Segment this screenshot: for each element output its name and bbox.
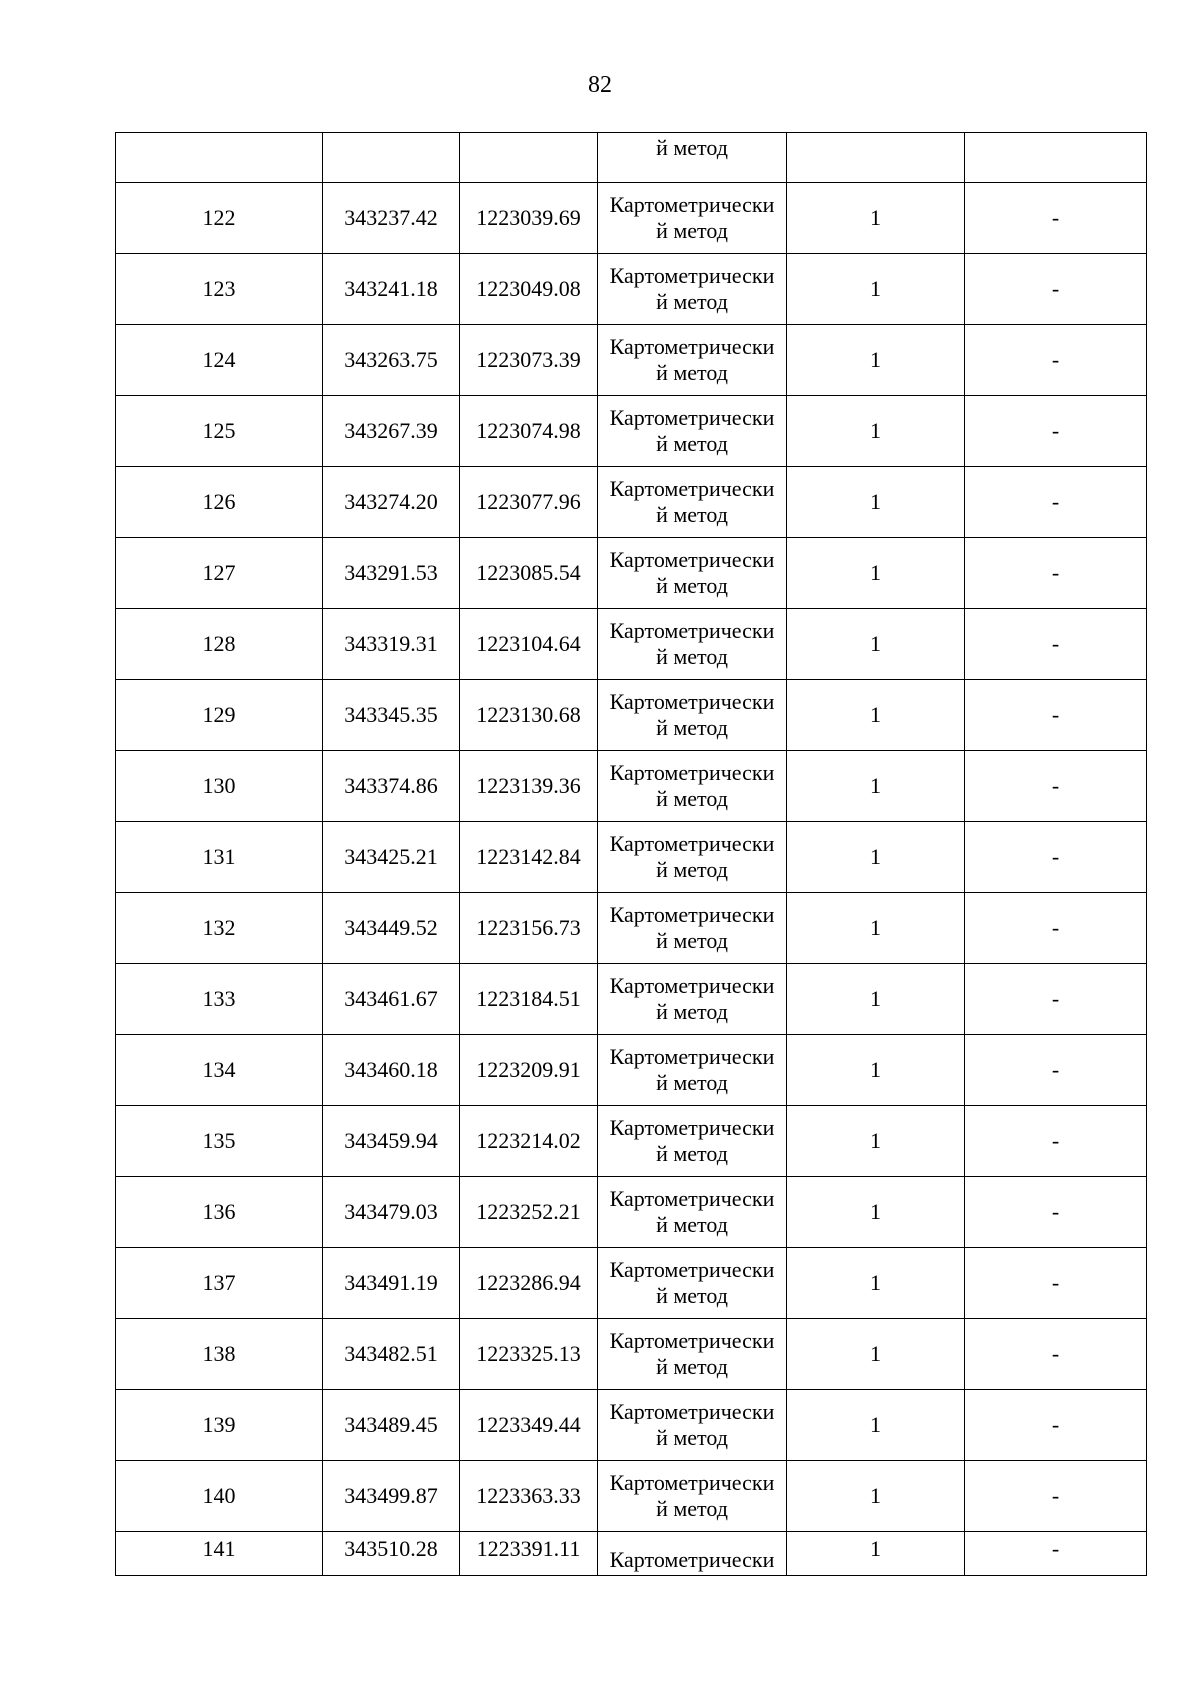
cell-accuracy: 1 — [787, 1248, 965, 1319]
method-line-1: Картометрически — [609, 831, 775, 856]
cell-accuracy: 1 — [787, 680, 965, 751]
method-line-1: Картометрически — [609, 1328, 775, 1353]
cell-accuracy: 1 — [787, 1035, 965, 1106]
cell-y: 1223073.39 — [460, 325, 598, 396]
cell-y: 1223363.33 — [460, 1461, 598, 1532]
cell-point-number: 139 — [116, 1390, 323, 1461]
cell-accuracy: 1 — [787, 1319, 965, 1390]
cell-y — [460, 133, 598, 183]
cell-accuracy: 1 — [787, 751, 965, 822]
cell-method — [598, 893, 787, 964]
method-line-1: Картометрически — [609, 263, 775, 288]
cell-method — [598, 822, 787, 893]
cell-accuracy: 1 — [787, 467, 965, 538]
cell-x: 343482.51 — [323, 1319, 460, 1390]
cell-method: Картометрически — [598, 1532, 787, 1576]
table-row — [116, 1106, 1147, 1177]
table-row — [116, 538, 1147, 609]
cell-method — [598, 1461, 787, 1532]
cell-point-number: 125 — [116, 396, 323, 467]
cell-x: 343291.53 — [323, 538, 460, 609]
cell-note: - — [965, 893, 1147, 964]
method-line-1: Картометрически — [609, 1044, 775, 1069]
cell-note: - — [965, 325, 1147, 396]
table-row — [116, 609, 1147, 680]
cell-point-number: 134 — [116, 1035, 323, 1106]
cell-y: 1223252.21 — [460, 1177, 598, 1248]
cell-x: 343460.18 — [323, 1035, 460, 1106]
method-line-2: й метод — [656, 573, 728, 598]
method-line-2: й метод — [656, 644, 728, 669]
method-line-2: й метод — [656, 1354, 728, 1379]
method-line-1: Картометрически — [609, 1186, 775, 1211]
cell-point-number: 136 — [116, 1177, 323, 1248]
cell-note: - — [965, 538, 1147, 609]
cell-y: 1223085.54 — [460, 538, 598, 609]
cell-method — [598, 1248, 787, 1319]
cell-point-number: 141 — [116, 1532, 323, 1576]
cell-accuracy: 1 — [787, 325, 965, 396]
table-row — [116, 751, 1147, 822]
cell-note: - — [965, 1390, 1147, 1461]
cell-point-number: 126 — [116, 467, 323, 538]
cell-y: 1223077.96 — [460, 467, 598, 538]
continuation-row — [116, 133, 1147, 183]
method-line-1: Картометрически — [609, 476, 775, 501]
cell-x: 343319.31 — [323, 609, 460, 680]
cell-y: 1223130.68 — [460, 680, 598, 751]
cell-x: 343237.42 — [323, 183, 460, 254]
cell-y: 1223139.36 — [460, 751, 598, 822]
cell-note: - — [965, 964, 1147, 1035]
cell-accuracy: 1 — [787, 538, 965, 609]
cell-accuracy — [787, 133, 965, 183]
cell-note: - — [965, 609, 1147, 680]
cell-x: 343491.19 — [323, 1248, 460, 1319]
method-line-2: й метод — [656, 857, 728, 882]
method-line-2: й метод — [656, 431, 728, 456]
cell-x: 343461.67 — [323, 964, 460, 1035]
cell-accuracy: 1 — [787, 822, 965, 893]
cell-x: 343374.86 — [323, 751, 460, 822]
table-row — [116, 183, 1147, 254]
cell-method — [598, 751, 787, 822]
method-line-1: Картометрически — [609, 902, 775, 927]
cell-y: 1223286.94 — [460, 1248, 598, 1319]
cell-x: 343479.03 — [323, 1177, 460, 1248]
cell-x: 343449.52 — [323, 893, 460, 964]
cell-y: 1223349.44 — [460, 1390, 598, 1461]
cell-point-number: 123 — [116, 254, 323, 325]
method-line-2: й метод — [656, 289, 728, 314]
table-row — [116, 1319, 1147, 1390]
cell-method — [598, 1035, 787, 1106]
cell-y: 1223325.13 — [460, 1319, 598, 1390]
table-row — [116, 680, 1147, 751]
table-row — [116, 893, 1147, 964]
table-row — [116, 1035, 1147, 1106]
cell-method — [598, 964, 787, 1035]
cell-method — [598, 467, 787, 538]
cell-x: 343499.87 — [323, 1461, 460, 1532]
coordinates-table — [115, 132, 1147, 1576]
cell-point-number: 129 — [116, 680, 323, 751]
cell-point-number: 131 — [116, 822, 323, 893]
cell-note: - — [965, 396, 1147, 467]
method-line-2: й метод — [656, 218, 728, 243]
method-line-1: Картометрически — [609, 973, 775, 998]
cell-note: - — [965, 1106, 1147, 1177]
table-row-last — [116, 1532, 1147, 1576]
cell-accuracy: 1 — [787, 183, 965, 254]
cell-point-number: 122 — [116, 183, 323, 254]
cell-accuracy: 1 — [787, 1461, 965, 1532]
cell-point-number: 138 — [116, 1319, 323, 1390]
method-line-1: Картометрически — [609, 1115, 775, 1140]
table-row — [116, 325, 1147, 396]
cell-y: 1223184.51 — [460, 964, 598, 1035]
cell-note: - — [965, 680, 1147, 751]
method-line-1: Картометрически — [609, 405, 775, 430]
cell-note: - — [965, 1461, 1147, 1532]
cell-note: - — [965, 183, 1147, 254]
table-row — [116, 822, 1147, 893]
method-line-2: й метод — [656, 1070, 728, 1095]
method-line-2: й метод — [656, 999, 728, 1024]
cell-point-number — [116, 133, 323, 183]
cell-accuracy: 1 — [787, 893, 965, 964]
cell-x: 343263.75 — [323, 325, 460, 396]
cell-point-number: 130 — [116, 751, 323, 822]
cell-y: 1223049.08 — [460, 254, 598, 325]
cell-x: 343459.94 — [323, 1106, 460, 1177]
method-line-1: Картометрически — [609, 618, 775, 643]
cell-method — [598, 538, 787, 609]
cell-y: 1223156.73 — [460, 893, 598, 964]
method-line-1: Картометрически — [609, 760, 775, 785]
method-line-2: й метод — [656, 502, 728, 527]
cell-method — [598, 396, 787, 467]
cell-accuracy: 1 — [787, 964, 965, 1035]
cell-x: 343345.35 — [323, 680, 460, 751]
cell-point-number: 128 — [116, 609, 323, 680]
cell-x — [323, 133, 460, 183]
method-line-1: Картометрически — [609, 689, 775, 714]
method-line-2: й метод — [656, 1425, 728, 1450]
cell-method — [598, 325, 787, 396]
cell-note: - — [965, 751, 1147, 822]
cell-method — [598, 680, 787, 751]
cell-note: - — [965, 1532, 1147, 1576]
method-line-1: Картометрически — [609, 1257, 775, 1282]
cell-note: - — [965, 1319, 1147, 1390]
method-line-1: Картометрически — [609, 547, 775, 572]
cell-method — [598, 609, 787, 680]
table-body — [116, 133, 1147, 1576]
cell-y: 1223142.84 — [460, 822, 598, 893]
method-line-2: й метод — [656, 1212, 728, 1237]
cell-y: 1223074.98 — [460, 396, 598, 467]
cell-accuracy: 1 — [787, 1177, 965, 1248]
cell-method: й метод — [598, 133, 787, 183]
method-line-2: й метод — [656, 1141, 728, 1166]
cell-point-number: 127 — [116, 538, 323, 609]
cell-point-number: 124 — [116, 325, 323, 396]
method-line-2: й метод — [656, 786, 728, 811]
method-line-1: Картометрически — [609, 1470, 775, 1495]
cell-x: 343510.28 — [323, 1532, 460, 1576]
method-line-1: Картометрически — [609, 1399, 775, 1424]
cell-note: - — [965, 467, 1147, 538]
cell-accuracy: 1 — [787, 1390, 965, 1461]
table-row — [116, 1390, 1147, 1461]
table-row — [116, 254, 1147, 325]
cell-y: 1223039.69 — [460, 183, 598, 254]
cell-accuracy: 1 — [787, 609, 965, 680]
table-row — [116, 467, 1147, 538]
cell-y: 1223209.91 — [460, 1035, 598, 1106]
cell-accuracy: 1 — [787, 1532, 965, 1576]
cell-note: - — [965, 822, 1147, 893]
method-line-2: й метод — [656, 1283, 728, 1308]
cell-accuracy: 1 — [787, 254, 965, 325]
cell-x: 343241.18 — [323, 254, 460, 325]
table-row — [116, 1248, 1147, 1319]
cell-point-number: 140 — [116, 1461, 323, 1532]
method-line-2: й метод — [656, 1496, 728, 1521]
cell-note: - — [965, 254, 1147, 325]
cell-note: - — [965, 1177, 1147, 1248]
method-line-2: й метод — [656, 715, 728, 740]
table-row — [116, 396, 1147, 467]
cell-method — [598, 254, 787, 325]
cell-y: 1223104.64 — [460, 609, 598, 680]
cell-point-number: 137 — [116, 1248, 323, 1319]
cell-method — [598, 1390, 787, 1461]
cell-accuracy: 1 — [787, 1106, 965, 1177]
page-number: 82 — [588, 72, 612, 98]
method-line-1: Картометрически — [609, 192, 775, 217]
cell-point-number: 132 — [116, 893, 323, 964]
table-row — [116, 964, 1147, 1035]
cell-method — [598, 183, 787, 254]
cell-x: 343425.21 — [323, 822, 460, 893]
cell-note: - — [965, 1248, 1147, 1319]
method-line-2: й метод — [656, 360, 728, 385]
cell-note — [965, 133, 1147, 183]
cell-method — [598, 1177, 787, 1248]
method-line-1: Картометрически — [609, 334, 775, 359]
cell-y: 1223391.11 — [460, 1532, 598, 1576]
cell-method — [598, 1319, 787, 1390]
cell-method — [598, 1106, 787, 1177]
cell-note: - — [965, 1035, 1147, 1106]
cell-point-number: 135 — [116, 1106, 323, 1177]
method-line-2: й метод — [656, 928, 728, 953]
table-row — [116, 1461, 1147, 1532]
table-row — [116, 1177, 1147, 1248]
cell-point-number: 133 — [116, 964, 323, 1035]
cell-accuracy: 1 — [787, 396, 965, 467]
cell-x: 343274.20 — [323, 467, 460, 538]
cell-y: 1223214.02 — [460, 1106, 598, 1177]
cell-x: 343489.45 — [323, 1390, 460, 1461]
cell-x: 343267.39 — [323, 396, 460, 467]
